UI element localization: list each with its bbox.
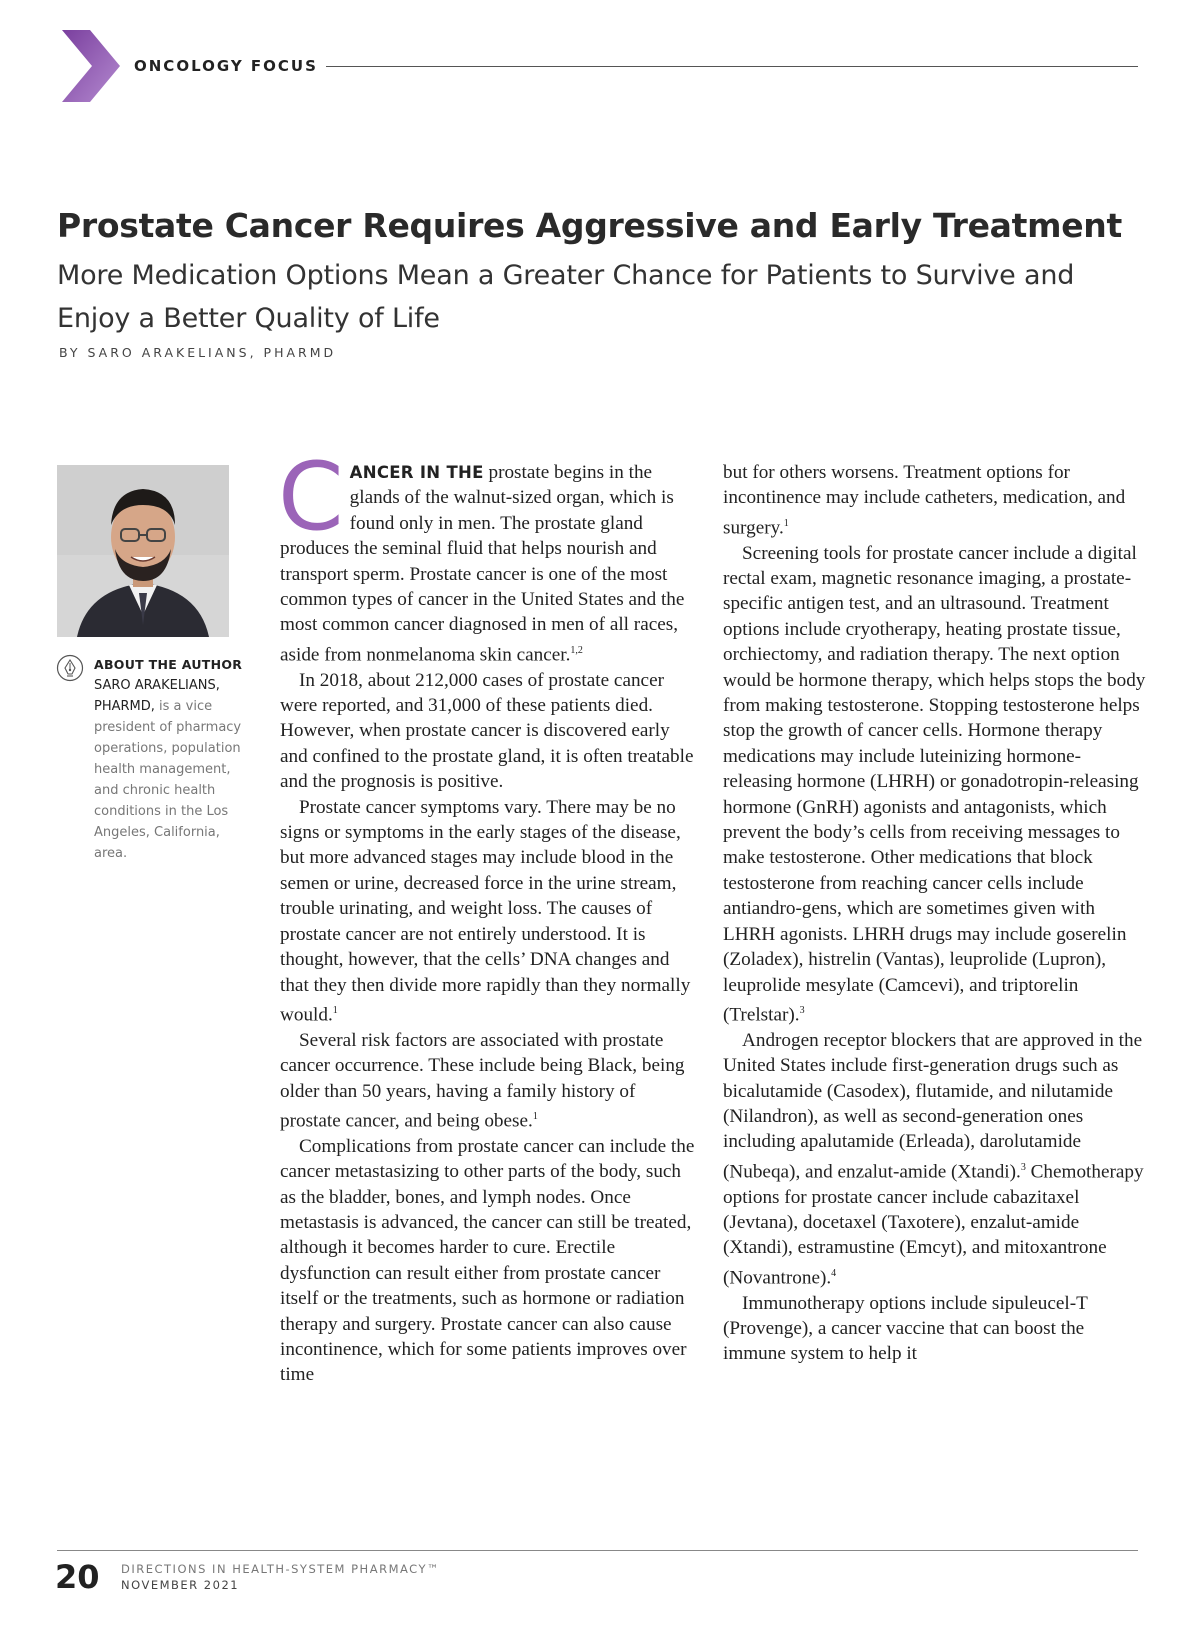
- footer-divider: [57, 1550, 1138, 1551]
- journal-name: DIRECTIONS IN HEALTH-SYSTEM PHARMACY™: [121, 1562, 441, 1576]
- paragraph-7: [723, 541, 1148, 1028]
- page-header: [0, 0, 1200, 120]
- reference-mark: 1,2: [570, 644, 583, 656]
- paragraph-text: Prostate cancer symptoms vary. There may be no signs or symptoms in the early stages of the disease, but more advanced stages may include blood in the semen or urine, decreased force in the urine stream, trouble urinating, and weight loss. The causes of prostate cancer are not entirely understood. It is thought, however, that the cells’ DNA changes and that they then divide more rapidly than they normally would.: [280, 796, 691, 1026]
- paragraph-4: [280, 1028, 700, 1134]
- header-divider: [326, 66, 1138, 67]
- reference-mark: 1: [783, 517, 789, 529]
- paragraph-8: [723, 1028, 1148, 1291]
- paragraph-2: In 2018, about 212,000 cases of prostate cancer were reported, and 31,000 of these patients died. However, when prostate cancer is discovered early and confined to the prostate gland, it is often treatable and the prognosis is positive.: [280, 669, 694, 793]
- paragraph-5: Complications from prostate cancer can include the cancer metastasizing to other parts of the body, such as the bladder, bones, and lymph nodes. Once metastasis is advanced, the cancer can still be treated, although it becomes harder to cure. Erectile dysfunction can result either from prostate cancer itself or the treatments, such as hormone or radiation therapy and surgery. Prostate cancer can also cause incontinence, which for some patients improves over time: [280, 1135, 695, 1386]
- chevron-logo-icon: [62, 30, 120, 102]
- reference-mark: 3: [1020, 1161, 1026, 1173]
- issue-date: NOVEMBER 2021: [121, 1578, 240, 1592]
- paragraph-text: but for others worsens. Treatment options for incontinence may include catheters, medication, and surgery.: [723, 462, 1126, 539]
- paragraph-text: Several risk factors are associated with prostate cancer occurrence. These include being Black, being older than 50 years, having a family history of prostate cancer, and being obese.: [280, 1029, 685, 1132]
- about-the-author: [94, 654, 244, 864]
- author-heading: ABOUT THE AUTHOR: [94, 657, 243, 672]
- paragraph-3: [280, 795, 700, 1028]
- author-description: is a vice president of pharmacy operations, population health management, and chronic health conditions in the Los Angeles, California, area.: [94, 699, 242, 861]
- pen-nib-icon: [56, 654, 84, 682]
- paragraph-text: Androgen receptor blockers that are approved in the United States include first-generation drugs such as bicalutamide (Casodex), flutamide, and nilutamide (Nilandron), as well as second-generation ones including apalutamide (Erleada), darolutamide (Nubeqa), and enzalut-amide (Xtandi).: [723, 1029, 1143, 1183]
- paragraph-6: [723, 460, 1148, 541]
- paragraph-text: Chemotherapy options for prostate cancer include cabazitaxel (Jevtana), docetaxel (Taxotere), enzalut-amide (Xtandi), estramustine (Emcyt), and mitoxantrone (Novantrone).: [723, 1161, 1144, 1289]
- lead-in: ANCER IN THE: [349, 463, 484, 482]
- article-column-2: [723, 460, 1148, 1367]
- section-label: ONCOLOGY FOCUS: [134, 57, 318, 75]
- author-photo: [57, 465, 229, 637]
- reference-mark: 1: [532, 1110, 538, 1122]
- reference-mark: 1: [332, 1004, 338, 1016]
- article-subtitle: More Medication Options Mean a Greater Chance for Patients to Survive and Enjoy a Better Quality of Life: [57, 260, 1075, 334]
- paragraph-text: Screening tools for prostate cancer include a digital rectal exam, magnetic resonance imaging, a prostate-specific antigen test, and an ultrasound. Treatment options include cryotherapy, heating prostate tissue, orchiectomy, and radiation therapy. The next option would be hormone therapy, which helps stops the body from making testosterone. Stopping testosterone helps stop the growth of cancer cells. Hormone therapy medications may include luteinizing hormone-releasing hormone (LHRH) or gonadotropin-releasing hormone (GnRH) agonists and antagonists, which prevent the body’s cells from receiving messages to make testosterone. Other medications that block testosterone from reaching cancer cells include antiandro-gens, which are sometimes given with LHRH agonists. LHRH drugs may include goserelin (Zoladex), histrelin (Vantas), leuprolide (Lupron), leuprolide mesylate (Camcevi), and triptorelin (Trelstar).: [723, 542, 1146, 1026]
- paragraph-1: [278, 443, 700, 668]
- article-title: Prostate Cancer Requires Aggressive and Early Treatment: [57, 206, 1122, 245]
- paragraph-text: prostate begins in the glands of the walnut-sized organ, which is found only in men. The prostate gland produces the seminal fluid that helps nourish and transport sperm. Prostate cancer is one of the most common types of cancer in the United States and the most common cancer diagnosed in men of all races, aside from nonmelanoma skin cancer.: [280, 462, 685, 666]
- paragraph-9: Immunotherapy options include sipuleucel-T (Provenge), a cancer vaccine that can boost the immune system to help it: [723, 1292, 1088, 1365]
- author-name: SARO ARAKELIANS, PHARMD,: [94, 678, 220, 714]
- reference-mark: 3: [799, 1004, 805, 1016]
- article-column-1: [278, 443, 700, 1388]
- drop-cap: C: [278, 443, 344, 552]
- article-byline: BY SARO ARAKELIANS, PHARMD: [59, 345, 337, 360]
- reference-mark: 4: [831, 1267, 837, 1279]
- page-number: 20: [55, 1558, 100, 1596]
